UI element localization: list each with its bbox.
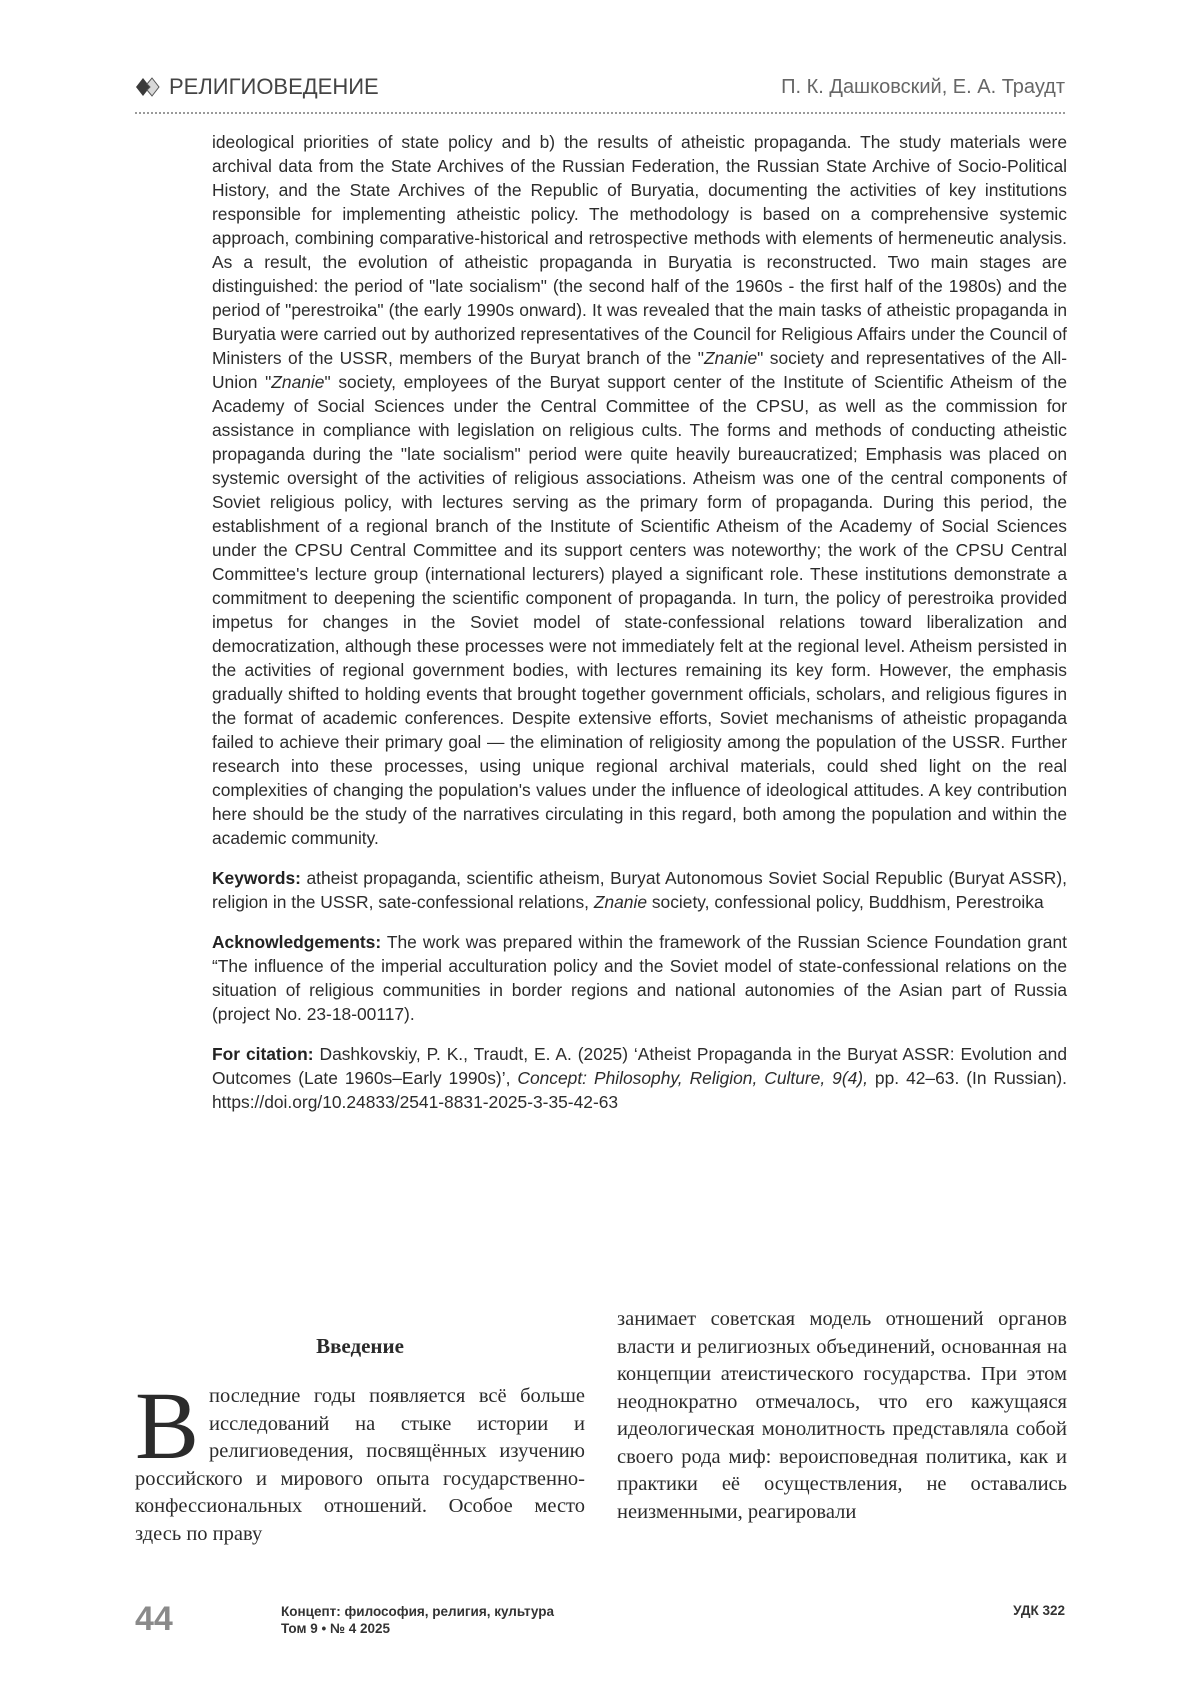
abstract-paragraph: ideological priorities of state policy and b) the results of atheistic propaganda. The study materials were archival data from the State Archives of the Russian Federation, the Russian State Archive of Socio-Political History, and the State Archives of the Republic of Buryatia, documenting the activities of key institutions responsible for implementing atheistic policy. The methodology is based on a comprehensive systemic approach, combining comparative-historical and retrospective methods with elements of hermeneutic analysis. As a result, the evolution of atheistic propaganda in Buryatia is reconstructed. Two main stages are distinguished: the period of "late socialism" (the second half of the 1960s - the first half of the 1980s) and the period of "perestroika" (the early 1990s onward). It was revealed that the main tasks of atheistic propaganda in Buryatia were carried out by authorized representatives of the Council for Religious Affairs under the Council of Ministers of the USSR, members of the Buryat branch of the "Znanie" society and representatives of the All-Union "Znanie" society, employees of the Buryat support center of the Institute of Scientific Atheism of the Academy of Social Sciences under the Central Committee of the CPSU, as well as the commission for assistance in compliance with legislation on religious cults. The forms and methods of conducting atheistic propaganda during the "late socialism" period were quite heavily bureaucratized; Emphasis was placed on systemic oversight of the activities of religious associations. Atheism was one of the central components of Soviet religious policy, with lectures serving as the primary form of propaganda. During this period, the establishment of a regional branch of the Institute of Scientific Atheism of the Academy of Social Sciences under the CPSU Central Committee and its support centers was noteworthy; the work of the CPSU Central Committee's lecture group (international lecturers) played a significant role. These institutions demonstrate a commitment to deepening the scientific component of propaganda. In turn, the policy of perestroika provided impetus for changes in the Soviet model of state-confessional relations toward liberalization and democratization, although these processes were not immediately felt at the regional level. Atheism persisted in the activities of regional government bodies, with lectures remaining its key form. However, the emphasis gradually shifted to holding events that brought together government officials, scholars, and religious figures in the format of academic conferences. Despite extensive efforts, Soviet mechanisms of atheistic propaganda failed to achieve their primary goal — the elimination of religiosity among the population of the USSR. Further research into these processes, using unique regional archival materials, could shed light on the real complexities of changing the population's values under the influence of ideological attitudes. A key contribution here should be the study of the narratives circulating in this regard, both among the population and within the academic community. [212, 132, 1068, 848]
udk-code: УДК 322 [1013, 1603, 1065, 1618]
acknowledgements-paragraph: Acknowledgements: The work was prepared within the framework of the Russian Science Foundation grant “The influence of the imperial acculturation policy and the Soviet model of state-confessional relations on the situation of religious communities in border regions and national autonomies of the Asian part of Russia (project No. 23-18-00117). [212, 932, 1067, 1024]
section-title: РЕЛИГИОВЕДЕНИЕ [169, 74, 379, 99]
section-label [135, 74, 379, 100]
intro-right-column [617, 1306, 1067, 1526]
abstract-block [212, 130, 1067, 1130]
intro-left-column [135, 1372, 585, 1548]
citation-paragraph: For citation: Dashkovskiy, P. K., Traudt, E. A. (2025) ‘Atheist Propaganda in the Buryat ASSR: Evolution and Outcomes (Late 1960s–Early 1990s)’, Concept: Philosophy, Religion, Culture, 9(4), pp. 42–63. (In Russian). https://doi.org/10.24833/2541-8831-2025-3-35-42-63 [212, 1044, 1067, 1112]
section-diamond-icon [135, 77, 161, 97]
intro-left-text: последние годы появляется всё больше исследований на стыке истории и религиоведения, посвящённых изучению российского и мирового опыта государственно-конфессиональных отношений. Особое место здесь по праву [135, 1385, 585, 1545]
citation-label: For citation: [212, 1044, 314, 1064]
journal-info: Концепт: философия, религия, культура Том 9 • № 4 2025 [281, 1604, 555, 1636]
acknowledgements-label: Acknowledgements: [212, 932, 382, 952]
page-footer [135, 1600, 1065, 1660]
znanie-term: Znanie [703, 348, 758, 368]
drop-cap: В [135, 1372, 200, 1479]
page-number: 44 [135, 1600, 173, 1638]
header-authors: П. К. Дашковский, Е. А. Траудт [781, 76, 1065, 98]
introduction-heading: Введение [316, 1334, 404, 1358]
intro-right-text: занимает советская модель отношений органов власти и религиозных объединений, основанная на концепции атеистического государства. При этом неоднократно отмечалось, что его кажущаяся идеологическая монолитность представляла собой своего рода миф: вероисповедная политика, как и практики её осуществления, не оставались неизменными, реагировали [617, 1308, 1067, 1523]
keywords-paragraph: Keywords: atheist propaganda, scientific atheism, Buryat Autonomous Soviet Social Republic (Buryat ASSR), religion in the USSR, sate-confessional relations, Znanie society, confessional policy, Buddhism, Perestroika [212, 868, 1067, 912]
keywords-label: Keywords: [212, 868, 301, 888]
citation-journal: Concept: Philosophy, Religion, Culture, 9(4), [517, 1068, 868, 1088]
znanie-term: Znanie [271, 372, 325, 392]
running-header [135, 72, 1065, 114]
